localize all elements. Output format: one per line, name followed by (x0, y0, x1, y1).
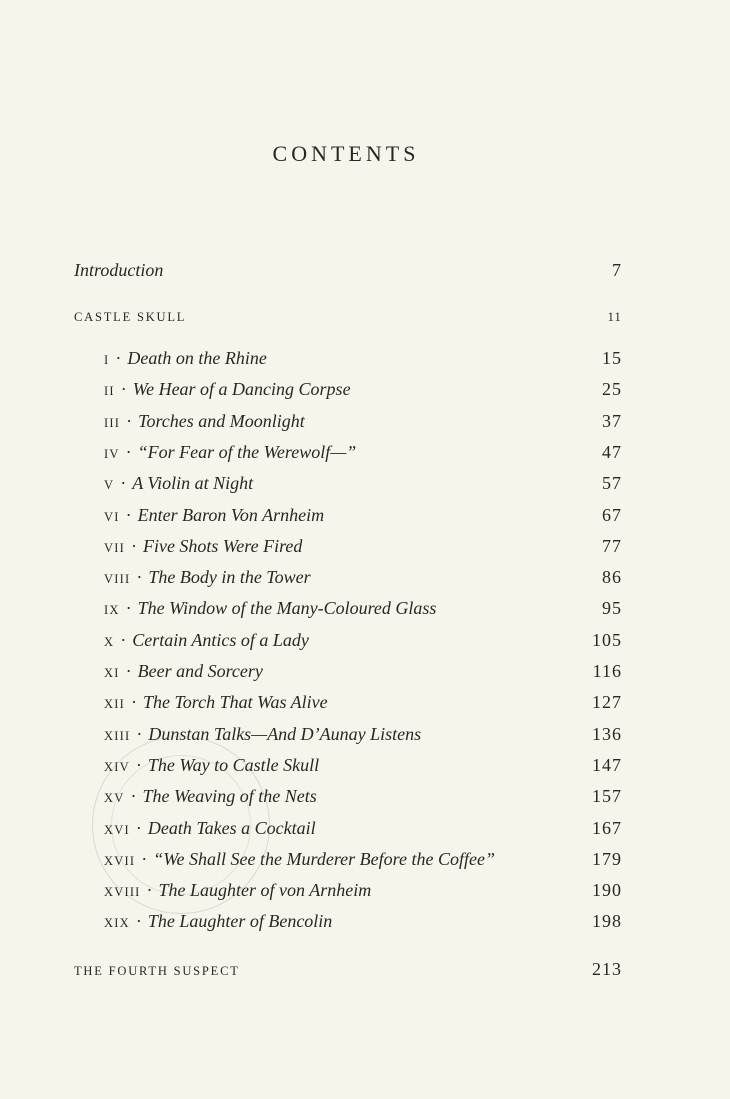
chapter-separator: · (126, 410, 133, 431)
chapter-heading (104, 376, 351, 404)
chapter-number: XIX (104, 916, 130, 931)
chapter-title: “For Fear of the Werewolf—” (137, 441, 357, 462)
page-title: CONTENTS (272, 141, 420, 166)
chapter-number: II (104, 384, 115, 399)
chapter-separator: · (130, 535, 137, 556)
chapter-number: XVII (104, 853, 136, 868)
chapter-separator: · (141, 848, 148, 869)
chapter-title: We Hear of a Dancing Corpse (132, 379, 351, 400)
toc-entry-chapter (104, 533, 622, 559)
part-page: 213 (592, 959, 622, 979)
chapter-separator: · (125, 661, 132, 681)
chapter-page: 167 (592, 817, 622, 838)
chapter-page: 95 (602, 598, 622, 619)
toc-entry-chapter (104, 408, 622, 434)
toc-entry-chapter (104, 627, 622, 653)
toc-entry-part-fourth-suspect (74, 956, 622, 982)
chapter-number: XI (104, 666, 120, 680)
chapter-heading (104, 533, 302, 561)
chapter-separator: · (120, 473, 127, 494)
chapter-number: XV (104, 791, 125, 806)
chapter-number: X (104, 634, 115, 649)
chapter-page: 190 (592, 880, 622, 901)
part-page: 11 (607, 310, 622, 324)
chapter-title: Death on the Rhine (127, 348, 267, 368)
toc-entry-chapter (104, 470, 622, 496)
chapter-page: 15 (602, 348, 622, 368)
chapter-number: XIV (104, 759, 130, 774)
chapter-heading (104, 689, 328, 717)
chapter-heading (104, 627, 309, 655)
chapter-page: 157 (592, 786, 622, 807)
chapter-title: A Violin at Night (132, 473, 254, 494)
introduction-label: Introduction (74, 260, 164, 280)
part-label: THE FOURTH SUSPECT (74, 964, 240, 978)
chapter-title: Dunstan Talks—And D’Aunay Listens (148, 723, 422, 744)
chapter-title: The Body in the Tower (148, 567, 311, 588)
chapter-heading (104, 595, 436, 623)
part-label: CASTLE SKULL (74, 310, 187, 324)
chapter-number: V (104, 478, 115, 493)
chapter-page: 105 (592, 629, 622, 650)
chapter-title: The Window of the Many-Coloured Glass (137, 598, 437, 619)
chapter-page: 198 (592, 911, 622, 932)
chapter-separator: · (120, 379, 127, 400)
chapter-page: 116 (592, 661, 622, 681)
chapter-page: 57 (602, 473, 622, 494)
toc-entry-chapter (104, 345, 622, 371)
chapter-number: XVIII (104, 885, 141, 900)
chapter-heading (104, 564, 311, 592)
chapter-number: VIII (104, 572, 131, 587)
chapter-separator: · (125, 441, 132, 462)
chapter-heading (104, 502, 324, 530)
chapter-page: 77 (602, 535, 622, 556)
chapter-separator: · (130, 786, 137, 807)
chapter-page: 86 (602, 567, 622, 588)
chapter-separator: · (125, 504, 132, 525)
chapter-page: 136 (592, 723, 622, 744)
chapter-number: XVI (104, 822, 130, 837)
chapter-number: XII (104, 697, 125, 712)
chapter-separator: · (136, 723, 143, 744)
watermark-stamp-inner-ring (111, 755, 251, 895)
chapter-heading (104, 908, 332, 936)
chapter-heading (104, 470, 253, 498)
chapter-separator: · (130, 692, 137, 713)
chapter-separator: · (136, 567, 143, 588)
chapter-heading (104, 408, 305, 436)
toc-entry-chapter (104, 502, 622, 528)
chapter-page: 67 (602, 504, 622, 525)
chapter-number: IV (104, 446, 120, 461)
chapter-title: The Laughter of Bencolin (147, 911, 333, 932)
watermark-stamp (92, 736, 270, 914)
chapter-separator: · (135, 754, 142, 775)
chapter-title: Certain Antics of a Lady (132, 629, 309, 650)
chapter-page: 47 (602, 441, 622, 462)
chapter-separator: · (146, 880, 153, 901)
chapter-page: 179 (592, 848, 622, 869)
chapter-page: 127 (592, 692, 622, 713)
chapter-number: VII (104, 540, 125, 555)
chapter-title: “We Shall See the Murderer Before the Coffee” (153, 848, 495, 869)
chapter-title: The Way to Castle Skull (147, 754, 320, 775)
toc-entry-part-castle-skull (74, 304, 622, 330)
chapter-heading (104, 658, 263, 686)
chapter-title: Enter Baron Von Arnheim (137, 504, 325, 525)
toc-entry-chapter (104, 376, 622, 402)
toc-entry-chapter (104, 689, 622, 715)
chapter-heading (104, 439, 356, 467)
chapter-separator: · (115, 348, 122, 368)
chapter-title: Beer and Sorcery (137, 661, 263, 681)
chapter-separator: · (125, 598, 132, 619)
toc-entry-chapter (104, 439, 622, 465)
toc-entry-chapter (104, 658, 622, 684)
chapter-separator: · (120, 629, 127, 650)
toc-entry-chapter (104, 564, 622, 590)
chapter-number: XIII (104, 728, 131, 743)
chapter-number: III (104, 415, 121, 430)
chapter-page: 147 (592, 754, 622, 775)
chapter-page: 37 (602, 410, 622, 431)
chapter-heading (104, 345, 267, 373)
toc-entry-introduction (74, 257, 622, 283)
chapter-title: The Torch That Was Alive (142, 692, 328, 713)
chapter-title: Five Shots Were Fired (142, 535, 303, 556)
chapter-page: 25 (602, 379, 622, 400)
chapter-separator: · (135, 817, 142, 838)
chapter-title: Torches and Moonlight (138, 410, 305, 431)
toc-entry-chapter (104, 595, 622, 621)
chapter-separator: · (135, 911, 142, 932)
chapter-title: Death Takes a Cocktail (147, 817, 316, 838)
chapter-title: The Laughter of von Arnheim (158, 880, 372, 901)
chapter-number: IX (104, 603, 120, 618)
chapter-title: The Weaving of the Nets (142, 786, 317, 807)
introduction-page: 7 (612, 260, 622, 280)
chapter-number: I (104, 353, 110, 367)
chapter-number: VI (104, 509, 120, 524)
